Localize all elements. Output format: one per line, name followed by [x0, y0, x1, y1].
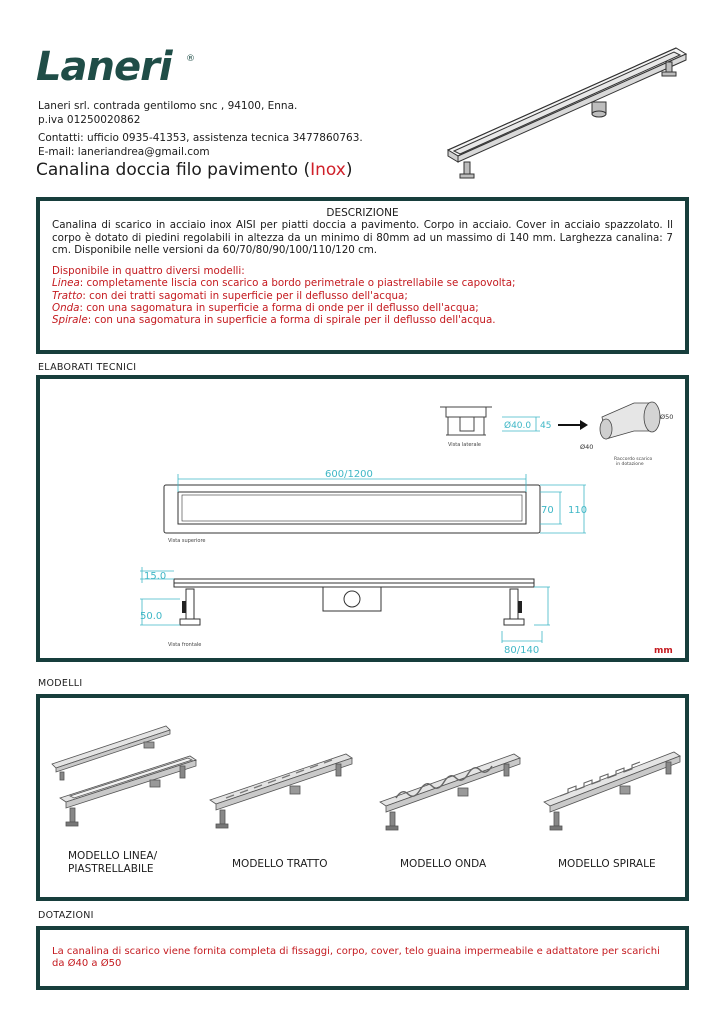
- logo-text: Laneri: [36, 44, 172, 90]
- dim-feet-height: 80/140: [504, 645, 540, 656]
- title-close: ): [345, 160, 353, 180]
- company-email: E-mail: laneriandrea@gmail.com: [38, 146, 210, 158]
- models-intro: Disponibile in quattro diversi modelli:: [52, 265, 245, 278]
- model-linea-label-1: MODELLO LINEA/: [68, 850, 158, 862]
- technical-drawing: [40, 379, 685, 658]
- caption-top-view: Vista superiore: [168, 538, 206, 544]
- model-desc-tratto: [52, 290, 673, 302]
- section-technical-label: ELABORATI TECNICI: [38, 362, 137, 373]
- company-info: [38, 99, 363, 159]
- dotazioni-box: [36, 926, 689, 990]
- model-tratto-label: MODELLO TRATTO: [232, 858, 328, 870]
- description-heading: DESCRIZIONE: [326, 207, 399, 219]
- dotazioni-text: La canalina di scarico viene fornita completa di fissaggi, corpo, cover, telo guaina impermeabile e adattatore per scarichi da Ø40 a Ø50: [52, 946, 660, 969]
- dim-45: 45: [540, 421, 552, 431]
- company-logo: [36, 44, 206, 94]
- company-contacts: Contatti: ufficio 0935-41353, assistenza tecnica 3477860763.: [38, 132, 363, 144]
- dim-height-50: 50.0: [140, 611, 163, 622]
- caption-side-view: Vista laterale: [448, 442, 481, 448]
- top-view-drawing: [164, 485, 540, 533]
- title-main: Canalina doccia filo pavimento (: [36, 160, 311, 180]
- caption-adapter-2: in dotazione: [616, 462, 644, 467]
- caption-adapter-1: Raccordo scarico: [614, 457, 653, 462]
- dim-adapter-40: Ø40: [580, 443, 594, 451]
- models-box: [36, 694, 689, 901]
- section-dotazioni-label: DOTAZIONI: [38, 910, 94, 921]
- title-accent: Inox: [310, 160, 346, 180]
- model-desc-linea: [52, 277, 673, 289]
- model-linea-label-2: PIASTRELLABILE: [68, 863, 154, 875]
- model-desc: : con una sagomatura in superficie a forma di onde per il deflusso dell'acqua;: [79, 302, 479, 315]
- section-models-label: MODELLI: [38, 678, 83, 689]
- model-spirale-label: MODELLO SPIRALE: [558, 858, 656, 870]
- dim-adapter-50: Ø50: [660, 413, 674, 421]
- model-desc: : con dei tratti sagomati in superficie per il deflusso dell'acqua;: [82, 289, 408, 302]
- technical-drawings-box: [36, 375, 689, 662]
- company-address: Laneri srl. contrada gentilomo snc , 94100, Enna.: [38, 100, 298, 112]
- description-text: Canalina di scarico in acciaio inox AISI per piatti doccia a pavimento. Corpo in acciaio. Cover in acciaio spazzolato. Il corpo è dotato di piedini regolabili in altezza da un minimo di 80mm ad un massimo di 140 mm. Larghezza canalina: 7 cm. Disponibile nelle versioni da 60/70/80/90/100/110/120 cm.: [52, 219, 673, 256]
- model-name: Onda: [52, 302, 80, 315]
- dim-diameter-40: Ø40.0: [504, 421, 532, 431]
- model-onda-label: MODELLO ONDA: [400, 858, 487, 870]
- description-box: [36, 197, 689, 354]
- side-view-drawing: [440, 407, 492, 435]
- adapter-drawing: [600, 402, 660, 439]
- front-view-drawing: [174, 579, 534, 625]
- unit-label: mm: [654, 646, 673, 656]
- product-image: [440, 38, 690, 188]
- model-spirale-image: [544, 752, 680, 830]
- dim-width-110: 110: [568, 505, 588, 516]
- model-desc-onda: [52, 302, 673, 314]
- dim-width-70: 70: [541, 505, 554, 516]
- dim-top-15: 15.0: [144, 571, 167, 582]
- model-name: Tratto: [52, 289, 83, 302]
- model-desc: : con una sagomatura in superficie a forma di spirale per il deflusso dell'acqua.: [87, 314, 496, 327]
- model-name: Spirale: [52, 314, 88, 327]
- caption-front-view: Vista frontale: [168, 642, 202, 648]
- page-title: [36, 160, 352, 180]
- dim-length: 600/1200: [325, 469, 373, 480]
- model-desc-spirale: [52, 314, 673, 326]
- model-linea-label: [68, 850, 157, 876]
- arrow-icon: [558, 420, 588, 430]
- model-desc: : completamente liscia con scarico a bordo perimetrale o piastrellabile se capovolta;: [79, 277, 516, 290]
- model-tratto-image: [210, 754, 352, 828]
- model-name: Linea: [52, 277, 80, 290]
- registered-mark: ®: [186, 54, 195, 64]
- company-vat: p.iva 01250020862: [38, 114, 141, 126]
- model-linea-image: [52, 726, 196, 826]
- model-onda-image: [380, 754, 520, 830]
